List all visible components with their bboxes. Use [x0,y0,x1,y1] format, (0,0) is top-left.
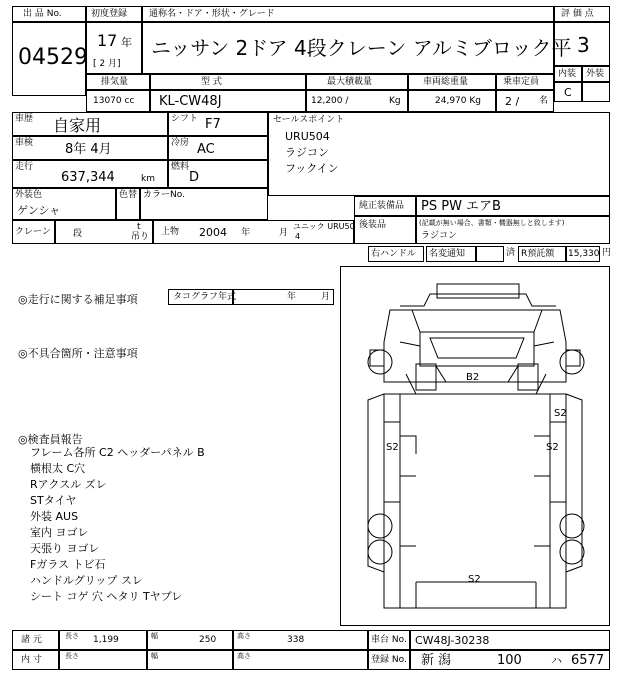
inner-height-label: 高さ [237,652,251,660]
tacho-month-unit: 月 [321,292,331,302]
inspector-item: フレーム各所 C2 ヘッダーパネル B [30,446,205,459]
tacho-label: タコグラフ年式 [173,292,237,302]
aftermarket-note: (記載が無い場合、書類・機器無しと致します) [419,219,565,227]
inspector-item: Rアクスル ズレ [30,478,107,491]
reg-label: 登録 No. [371,655,407,665]
truck-diagram [340,266,610,626]
displacement-value: 13070 cc [93,96,135,106]
capacity-label-cell [496,74,554,90]
history-value: 自家用 [53,116,102,135]
inspector-item: 天張り ヨゴレ [30,542,100,555]
crane-month-unit: 月 [279,228,289,238]
grade-label: 評 価 点 [561,9,594,19]
model-code-cell [150,90,306,112]
mileage-value: 637,344 [61,170,115,185]
model-code-label: 型 式 [201,77,222,87]
inner-dims-row [12,650,368,670]
crane-ton-unit: t [137,222,141,232]
inspector-report-label: ◎検査員報告 [18,433,83,446]
reg-label-cell [368,650,410,670]
history-label: 車歴 [15,114,34,124]
lot-label-cell [12,6,86,22]
interior-label-cell [554,66,582,82]
aftermarket-cell [416,216,610,244]
length-label: 長さ [65,632,79,640]
max-load-value: 12,200 / [311,96,349,106]
reg-cell [410,650,610,670]
fuel-cell [168,160,268,188]
aftermarket-value: ラジコン [421,231,458,241]
ac-cell [168,136,268,160]
name-change-box [476,246,504,262]
gross-weight-label: 車両総重量 [423,77,469,87]
recycle-label: 済 [506,248,516,258]
car-name: ニッサン 2ドア 4段クレーン アルミブロック平 [151,36,572,60]
gross-weight-label-cell [408,74,496,90]
history-cell [12,112,168,136]
year-value: 17 [97,31,118,50]
diagram-mark-s2: S2 [554,408,567,419]
model-label: 通称名・ドア・形状・グレード [149,9,275,19]
grade-value: 3 [577,33,590,57]
crane-year-unit: 年 [241,228,251,238]
divider [146,630,148,670]
mileage-unit: km [141,174,155,184]
inspector-item: STタイヤ [30,494,77,507]
capacity-unit: 名 [539,96,549,106]
recycle-unit: 円 [602,248,612,258]
grade-label-cell [554,6,610,22]
tacho-year-unit: 年 [287,292,297,302]
name-change-cell [426,246,476,262]
crane-mount-label: 上物 [161,227,180,237]
handle-value: 右ハンドル [371,249,417,259]
aftermarket-label: 後装品 [359,220,387,230]
selling-point-item: フックイン [285,162,339,175]
interior-grade-cell [554,82,582,102]
shift-label: シフト [171,114,199,124]
ac-label: 冷房 [171,138,190,148]
std-equip-label-cell [354,196,416,216]
color-no-label: カラーNo. [143,190,185,200]
divider [54,220,56,244]
exterior-grade-cell [582,82,610,102]
month-value: [ 2 月] [93,59,121,69]
inspector-report-list [30,447,205,607]
height-value: 338 [287,635,305,645]
first-reg-label-cell [86,6,142,22]
color-change-label: 色替 [119,190,138,200]
inspection-label: 車検 [15,138,34,148]
mileage-label: 走行 [15,162,34,172]
diagram-mark-b2: B2 [466,372,480,383]
inner-width-label: 幅 [151,652,158,660]
max-load-cell [306,90,408,112]
chassis-label: 車台 No. [371,635,407,645]
inspector-item: Fガラス トビ石 [30,558,106,571]
model-label-cell [142,6,554,22]
dims-row [12,630,368,650]
crane-label: クレーン [15,227,51,237]
year-cell [86,22,142,74]
selling-points-label: セールスポイント [273,115,345,125]
name-change-label: 名変通知 [429,249,466,259]
length-value: 1,199 [93,635,119,645]
inspector-item: 横根太 C穴 [30,462,86,475]
crane-unic-sub: 4 [295,232,301,241]
reg-kana: ハ [551,654,562,667]
gross-weight-value: 24,970 Kg [435,96,481,106]
height-label: 高さ [237,632,251,640]
crane-hook-label: 吊り [131,232,150,242]
divider [232,630,234,670]
recycle-fee-label-cell [518,246,566,262]
fuel-label: 燃料 [171,162,190,172]
divider [152,220,154,244]
diagram-mark-s2: S2 [468,574,481,585]
year-unit: 年 [121,36,132,49]
model-code-label-cell [150,74,306,90]
exterior-label: 外装 [586,69,605,79]
inner-length-label: 長さ [65,652,79,660]
capacity-label: 乗車定員 [503,77,540,87]
inspection-cell [12,136,168,160]
tacho-box [168,289,334,305]
car-name-cell [142,22,572,74]
width-label: 幅 [151,632,158,640]
first-reg-label: 初度登録 [91,9,128,19]
selling-point-item: URU504 [285,130,330,143]
aftermarket-label-cell [354,216,416,244]
interior-grade: C [564,86,572,99]
divider [58,630,60,670]
lot-label: 出 品 No. [23,9,62,19]
exterior-label-cell [582,66,610,82]
inspector-item: シート コゲ 穴 ヘタリ Tヤブレ [30,590,183,603]
inspector-item: ハンドルグリップ スレ [30,574,143,587]
capacity-value: 2 / [505,95,520,108]
handle-cell [368,246,424,262]
crane-row [12,220,354,244]
shift-value: F7 [205,117,221,132]
model-code-value: KL-CW48J [159,94,222,109]
interior-label: 内装 [558,69,577,79]
reg-number: 6577 [571,653,605,668]
crane-unic-label: ユニック URU50 [293,222,355,231]
chassis-label-cell [368,630,410,650]
dims-label: 諸 元 [21,635,42,645]
diagram-mark-s2: S2 [546,442,559,453]
inspector-item: 外装 AUS [30,510,79,523]
inner-label: 内 寸 [21,655,42,665]
max-load-label-cell [306,74,408,90]
crane-stage-unit: 段 [73,229,83,239]
gross-weight-cell [408,90,496,112]
recycle-fee-label: R預託額 [521,249,555,259]
color-label: 外装色 [15,190,43,200]
chassis-cell [410,630,610,650]
mileage-cell [12,160,168,188]
grade-cell [554,22,610,66]
crane-mount-year: 2004 [199,226,227,239]
ac-value: AC [197,142,215,157]
reg-area: 新 潟 [421,653,452,668]
lot-no-cell [12,22,86,96]
capacity-cell [496,90,554,112]
std-equip-label: 純正装備品 [359,201,405,211]
chassis-value: CW48J-30238 [415,634,490,647]
recycle-fee-cell [566,246,600,262]
color-cell [12,188,116,220]
driving-notes-label: ◎走行に関する補足事項 [18,293,138,306]
shift-cell [168,112,268,136]
color-change-cell [116,188,140,220]
std-equip-value: PS PW エアB [421,199,501,214]
auction-sheet [12,6,610,670]
color-value: ゲンシャ [17,204,61,217]
std-equip-cell [416,196,610,216]
displacement-cell [86,90,150,112]
diagram-mark-s2: S2 [386,442,399,453]
fuel-value: D [189,170,200,185]
max-load-label: 最大積載量 [327,77,373,87]
color-no-cell [140,188,268,220]
defect-notes-label: ◎不具合箇所・注意事項 [18,347,138,360]
max-load-unit: Kg [389,96,401,106]
displacement-label: 排気量 [101,77,129,87]
inspector-item: 室内 ヨゴレ [30,526,89,539]
width-value: 250 [199,635,217,645]
reg-class: 100 [497,653,522,668]
selling-point-item: ラジコン [285,146,329,159]
inspection-value: 8年 4月 [65,142,112,157]
recycle-fee-value: 15,330 [568,249,600,259]
divider [232,289,234,305]
displacement-label-cell [86,74,150,90]
lot-number: 04529 [18,45,88,70]
selling-points-cell [268,112,610,196]
